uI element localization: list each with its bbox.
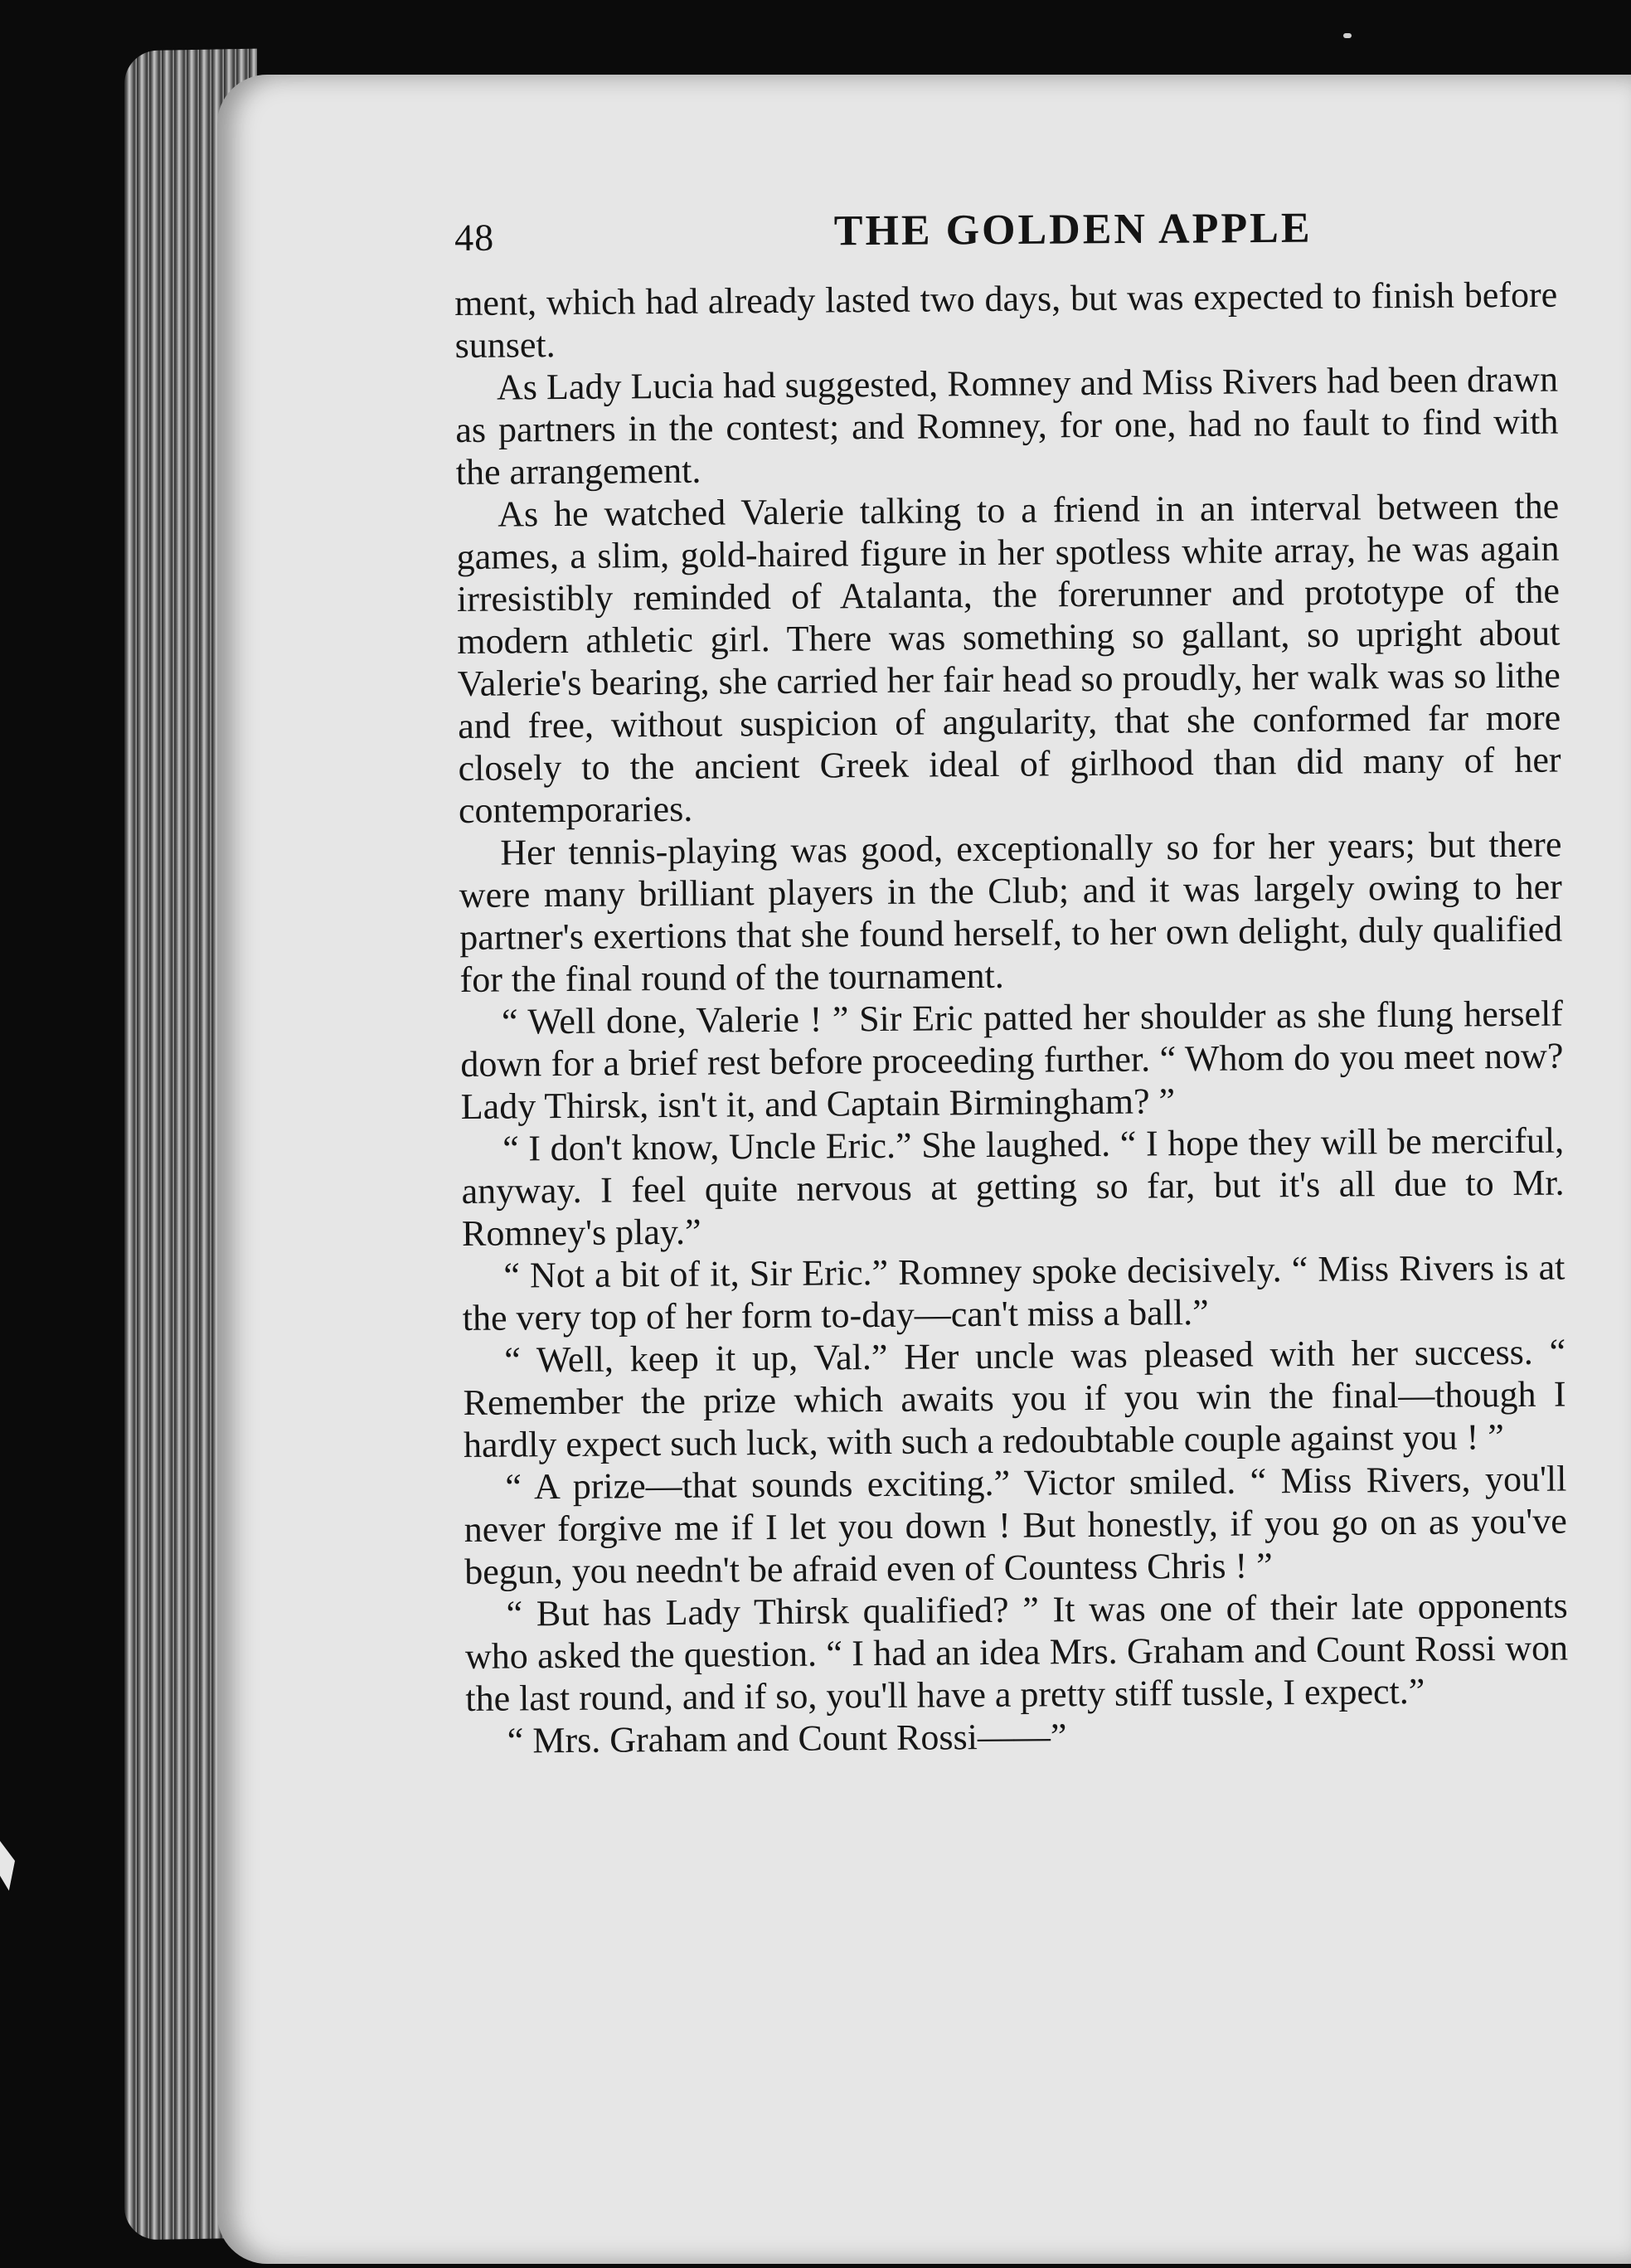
paragraph: “ Well done, Valerie ! ” Sir Eric patted her shoulder as she flung herself down for a brief rest before proceeding further. “ Whom do you meet now? Lady Thirsk, isn't it, and Captain Birmingham? ” <box>460 993 1564 1127</box>
paragraph: ment, which had already lasted two days, but was expected to finish before sunset. <box>454 274 1558 366</box>
paragraph: “ A prize—that sounds exciting.” Victor smiled. “ Miss Rivers, you'll never forgive me if I let you down ! But honestly, if you go on as you've begun, you needn't be afraid even of Countess Chris ! ” <box>464 1458 1567 1592</box>
page-header <box>454 202 1575 267</box>
paragraph: As Lady Lucia had suggested, Romney and Miss Rivers had been drawn as partners in the contest; and Romney, for one, had no fault to find with the arrangement. <box>455 358 1559 493</box>
paragraph: “ Well, keep it up, Val.” Her uncle was pleased with her success. “ Remember the prize which awaits you if you win the final—though I hardly expect such luck, with such a redoubtable couple against you ! ” <box>463 1331 1566 1465</box>
page-number: 48 <box>454 216 495 259</box>
running-title: THE GOLDEN APPLE <box>833 204 1313 255</box>
paragraph: “ Mrs. Graham and Count Rossi——” <box>507 1716 1067 1761</box>
paragraph: “ Not a bit of it, Sir Eric.” Romney spoke decisively. “ Miss Rivers is at the very top of her form to-day—can't miss a ball.” <box>462 1246 1565 1338</box>
scan-margin-mark <box>0 1841 15 1891</box>
paragraph: Her tennis-playing was good, exceptionally so for her years; but there were many brilliant players in the Club; and it was largely owing to her partner's exertions that she found herself, to her own delight, duly qualified for the final round of the tournament. <box>459 823 1563 1000</box>
paragraph: “ But has Lady Thirsk qualified? ” It was one of their late opponents who asked the question. “ I had an idea Mrs. Graham and Count Rossi won the last round, and if so, you'll have a pretty stiff tussle, I expect.” <box>464 1585 1569 1719</box>
paragraph: “ I don't know, Uncle Eric.” She laughed. “ I hope they will be merciful, anyway. I feel quite nervous at getting so far, but it's all due to Mr. Romney's play.” <box>461 1119 1565 1254</box>
paragraph: As he watched Valerie talking to a friend in an interval between the games, a slim, gold-haired figure in her spotless white array, he was again irresistibly reminded of Atalanta, the forerunner and prototype of the modern athletic girl. There was something so gallant, so upright about Valerie's bearing, she carried her fair head so proudly, her walk was so lithe and free, without suspicion of angularity, that she conformed far more closely to the ancient Greek ideal of girlhood than did many of her contemporaries. <box>456 485 1561 831</box>
body-text <box>454 274 1569 1762</box>
scan-speck <box>1343 33 1352 38</box>
